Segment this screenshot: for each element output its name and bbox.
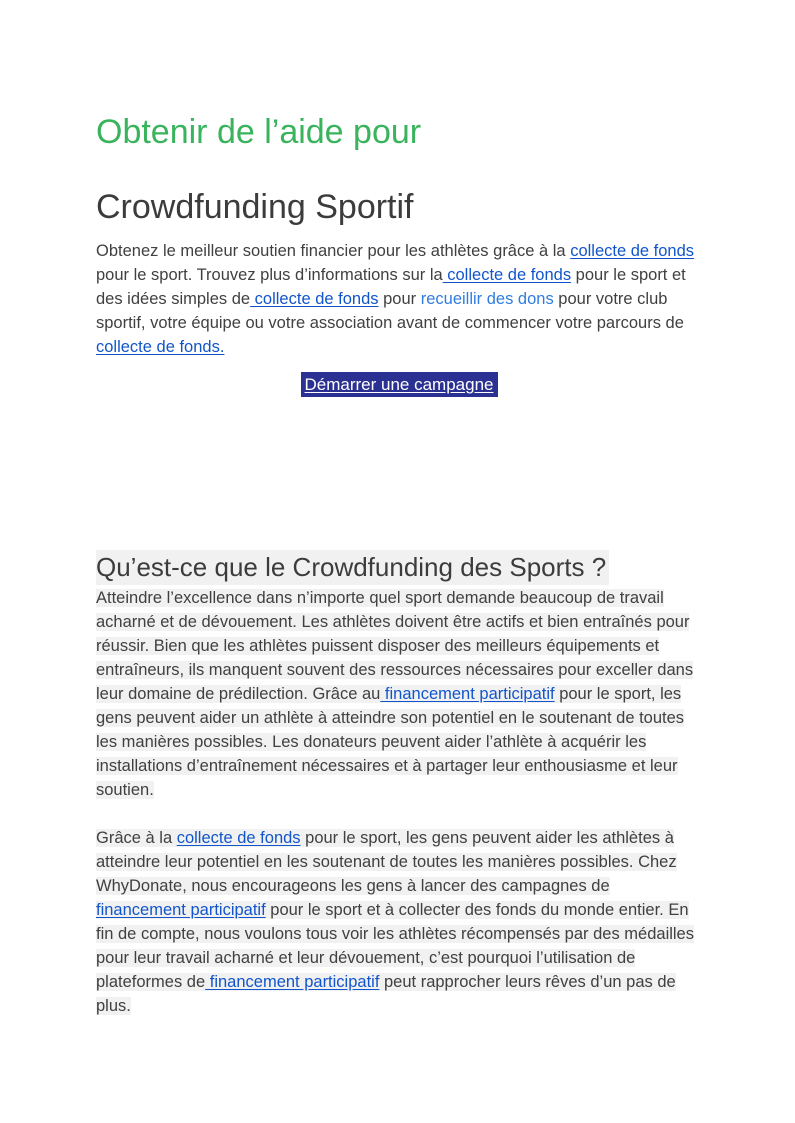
text-link[interactable]: collecte de fonds xyxy=(250,290,379,308)
text-run: peut rapprocher leurs rêves d’un pas de plus. xyxy=(96,973,676,1015)
section-paragraph-2 xyxy=(96,826,703,1018)
section-heading-text: Qu’est-ce que le Crowdfunding des Sports ? xyxy=(96,550,609,585)
text-link[interactable]: financement participatif xyxy=(380,685,555,703)
text-run: Atteindre l’excellence dans n’importe quel sport demande beaucoup de travail acharné et de dévouement. Les athlètes doivent être actifs et bien entraînés pour réussir. Bien que les athlètes puissent disposer des meilleurs équipements et entraîneurs, ils manquent souvent des ressources nécessaires pour exceller dans leur domaine de prédilection. Grâce au xyxy=(96,589,694,703)
section-paragraph-1-text xyxy=(96,589,693,799)
page-title-accent: Obtenir de l’aide pour xyxy=(96,113,422,151)
text-link[interactable]: collecte de fonds xyxy=(570,242,695,260)
start-campaign-link[interactable]: Démarrer une campagne xyxy=(301,372,499,397)
text-link[interactable]: collecte de fonds. xyxy=(96,338,225,356)
document-content xyxy=(96,0,703,1018)
text-run: pour votre club sportif, votre équipe ou votre association avant de commencer votre parcours de xyxy=(96,290,684,332)
cta-row xyxy=(96,372,703,397)
section-heading xyxy=(96,549,703,585)
text-link[interactable]: financement participatif xyxy=(205,973,380,991)
text-run: pour le sport, les gens peuvent aider les athlètes à atteindre leur potentiel en les soutenant de toutes les manières possibles. Chez WhyDonate, nous encourageons les gens à lancer des campagnes de xyxy=(96,829,677,895)
intro-paragraph xyxy=(96,239,703,359)
text-run: Grâce à la xyxy=(96,829,177,847)
text-link[interactable]: financement participatif xyxy=(96,901,266,919)
text-run: pour le sport et des idées simples de xyxy=(96,266,686,308)
text-link[interactable]: collecte de fonds xyxy=(176,829,301,847)
text-run: pour xyxy=(378,290,421,308)
page-title: Crowdfunding Sportif xyxy=(96,188,414,226)
text-link[interactable]: collecte de fonds xyxy=(442,266,572,284)
text-run: Obtenez le meilleur soutien financier pour les athlètes grâce à la xyxy=(96,242,571,260)
text-run: pour le sport, les gens peuvent aider un athlète à atteindre son potentiel en le soutenant de toutes les manières possibles. Les donateurs peuvent aider l’athlète à acquérir les installations d’entraînement nécessaires et à partager leur enthousiasme et leur soutien. xyxy=(96,685,685,799)
text-run: pour le sport et à collecter des fonds du monde entier. En fin de compte, nous voulons tous voir les athlètes récompensés par des médailles pour leur travail acharné et leur dévouement, c’est pourquoi l’utilisation de plateformes de xyxy=(96,901,694,991)
section-paragraph-1 xyxy=(96,586,703,802)
section-paragraph-2-text xyxy=(96,829,694,1015)
text-run: pour le sport. Trouvez plus d’informations sur la xyxy=(96,266,443,284)
text-link[interactable]: recueillir des dons xyxy=(420,290,554,308)
